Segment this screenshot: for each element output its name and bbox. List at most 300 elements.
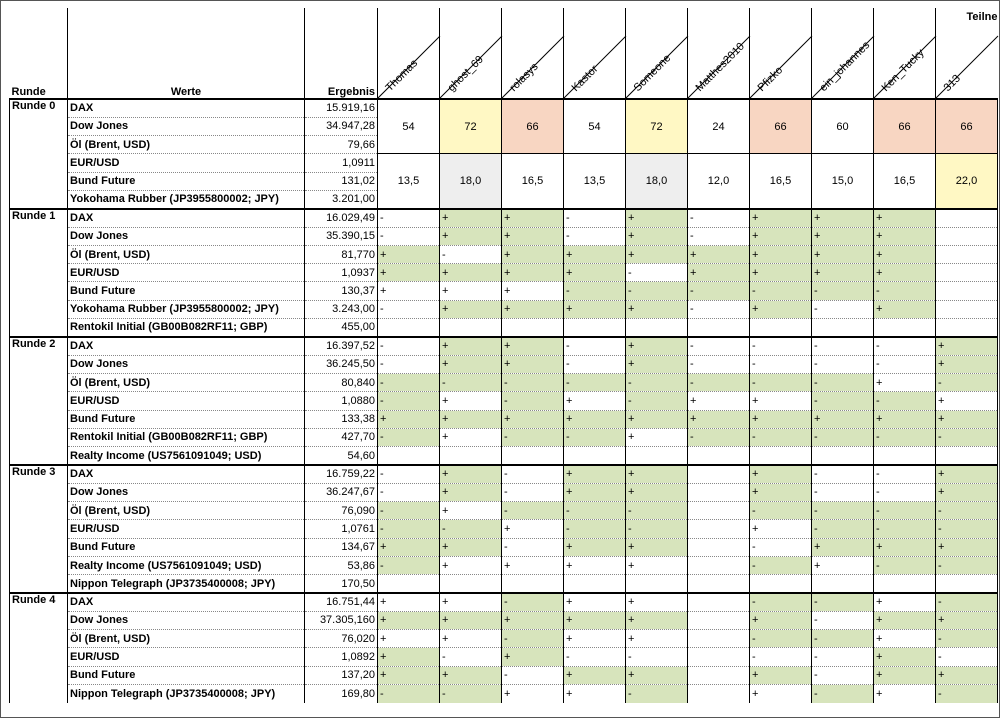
tip-cell[interactable]: [502, 319, 564, 337]
tip-cell[interactable]: +: [378, 593, 440, 611]
round-label[interactable]: Runde 1: [10, 209, 68, 337]
tip-cell[interactable]: -: [874, 355, 936, 373]
tip-cell[interactable]: +: [564, 611, 626, 629]
tip-cell[interactable]: -: [378, 355, 440, 373]
tip-cell[interactable]: [688, 666, 750, 684]
tip-cell[interactable]: [688, 611, 750, 629]
tip-cell[interactable]: +: [564, 630, 626, 648]
tip-cell[interactable]: [750, 447, 812, 465]
tip-cell[interactable]: +: [750, 300, 812, 318]
tip-cell[interactable]: -: [874, 483, 936, 501]
tip-cell[interactable]: -: [750, 648, 812, 666]
tip-cell[interactable]: +: [750, 465, 812, 483]
tip-cell[interactable]: -: [812, 300, 874, 318]
tip-cell[interactable]: -: [936, 685, 998, 703]
ergebnis-cell[interactable]: 15.919,16: [305, 99, 378, 117]
tip-cell[interactable]: -: [626, 282, 688, 300]
tip-cell[interactable]: [688, 685, 750, 703]
ergebnis-cell[interactable]: 53,86: [305, 556, 378, 574]
ergebnis-cell[interactable]: 79,66: [305, 136, 378, 154]
tip-cell[interactable]: [750, 575, 812, 593]
tip-cell[interactable]: -: [502, 483, 564, 501]
werte-cell[interactable]: Yokohama Rubber (JP3955800002; JPY): [68, 300, 305, 318]
ergebnis-cell[interactable]: 80,840: [305, 373, 378, 391]
tip-cell[interactable]: [688, 319, 750, 337]
tip-cell[interactable]: +: [440, 465, 502, 483]
ergebnis-cell[interactable]: 131,02: [305, 172, 378, 190]
ergebnis-cell[interactable]: 1,0892: [305, 648, 378, 666]
tip-cell[interactable]: +: [626, 355, 688, 373]
ergebnis-cell[interactable]: 3.201,00: [305, 190, 378, 208]
tip-cell[interactable]: -: [812, 282, 874, 300]
tip-cell[interactable]: -: [688, 373, 750, 391]
tip-cell[interactable]: [564, 319, 626, 337]
ergebnis-cell[interactable]: 170,50: [305, 575, 378, 593]
tip-cell[interactable]: +: [626, 483, 688, 501]
participant-header[interactable]: [564, 8, 626, 99]
werte-cell[interactable]: DAX: [68, 337, 305, 355]
werte-cell[interactable]: Dow Jones: [68, 117, 305, 135]
tip-cell[interactable]: [688, 447, 750, 465]
tip-cell[interactable]: -: [564, 337, 626, 355]
tip-cell[interactable]: +: [440, 611, 502, 629]
tip-cell[interactable]: -: [502, 502, 564, 520]
tip-cell[interactable]: +: [440, 428, 502, 446]
tip-cell[interactable]: -: [626, 502, 688, 520]
tip-cell[interactable]: [936, 447, 998, 465]
werte-cell[interactable]: DAX: [68, 209, 305, 227]
tip-cell[interactable]: -: [812, 593, 874, 611]
average-cell[interactable]: 16,5: [502, 154, 564, 209]
tip-cell[interactable]: +: [502, 685, 564, 703]
tip-cell[interactable]: -: [812, 520, 874, 538]
tip-cell[interactable]: [378, 447, 440, 465]
tip-cell[interactable]: +: [750, 483, 812, 501]
ergebnis-cell[interactable]: 1,0937: [305, 264, 378, 282]
tip-cell[interactable]: -: [440, 520, 502, 538]
tip-cell[interactable]: [688, 575, 750, 593]
tip-cell[interactable]: -: [564, 355, 626, 373]
average-cell[interactable]: 13,5: [564, 154, 626, 209]
ergebnis-cell[interactable]: 169,80: [305, 685, 378, 703]
tip-cell[interactable]: +: [874, 666, 936, 684]
tip-cell[interactable]: +: [750, 209, 812, 227]
points-cell[interactable]: 24: [688, 99, 750, 154]
werte-cell[interactable]: Dow Jones: [68, 227, 305, 245]
tip-cell[interactable]: -: [874, 392, 936, 410]
points-cell[interactable]: 66: [502, 99, 564, 154]
participant-header[interactable]: [440, 8, 502, 99]
tip-cell[interactable]: -: [378, 556, 440, 574]
tip-cell[interactable]: +: [936, 337, 998, 355]
tip-cell[interactable]: +: [440, 593, 502, 611]
round-label[interactable]: Runde 2: [10, 337, 68, 465]
tip-cell[interactable]: [936, 245, 998, 263]
tip-cell[interactable]: -: [564, 428, 626, 446]
ergebnis-cell[interactable]: 16.397,52: [305, 337, 378, 355]
tip-cell[interactable]: -: [750, 373, 812, 391]
participant-header[interactable]: [812, 8, 874, 99]
tip-cell[interactable]: [440, 575, 502, 593]
tip-cell[interactable]: +: [750, 392, 812, 410]
tip-cell[interactable]: +: [502, 227, 564, 245]
tip-cell[interactable]: -: [812, 611, 874, 629]
tip-cell[interactable]: +: [440, 483, 502, 501]
tip-cell[interactable]: [936, 300, 998, 318]
ergebnis-cell[interactable]: 3.243,00: [305, 300, 378, 318]
tip-cell[interactable]: +: [874, 373, 936, 391]
points-cell[interactable]: 66: [750, 99, 812, 154]
points-cell[interactable]: 72: [440, 99, 502, 154]
average-cell[interactable]: 18,0: [626, 154, 688, 209]
werte-header[interactable]: Werte: [68, 8, 305, 99]
tip-cell[interactable]: [936, 209, 998, 227]
tip-cell[interactable]: +: [812, 410, 874, 428]
participant-header[interactable]: [502, 8, 564, 99]
tip-cell[interactable]: +: [378, 648, 440, 666]
tip-cell[interactable]: [936, 575, 998, 593]
tip-cell[interactable]: +: [502, 611, 564, 629]
tip-cell[interactable]: [688, 483, 750, 501]
tip-cell[interactable]: +: [750, 611, 812, 629]
tip-cell[interactable]: +: [812, 209, 874, 227]
participant-header[interactable]: [378, 8, 440, 99]
tip-cell[interactable]: +: [750, 666, 812, 684]
tip-cell[interactable]: [936, 227, 998, 245]
ergebnis-cell[interactable]: 130,37: [305, 282, 378, 300]
average-cell[interactable]: 22,0: [936, 154, 998, 209]
tip-cell[interactable]: [936, 282, 998, 300]
tip-cell[interactable]: -: [750, 556, 812, 574]
tip-cell[interactable]: [812, 319, 874, 337]
tip-cell[interactable]: -: [688, 209, 750, 227]
tip-cell[interactable]: -: [440, 373, 502, 391]
points-cell[interactable]: 54: [564, 99, 626, 154]
tip-cell[interactable]: +: [564, 264, 626, 282]
tip-cell[interactable]: [812, 447, 874, 465]
ergebnis-cell[interactable]: 37.305,160: [305, 611, 378, 629]
tip-cell[interactable]: -: [564, 373, 626, 391]
tip-cell[interactable]: +: [564, 245, 626, 263]
tip-cell[interactable]: +: [626, 410, 688, 428]
tip-cell[interactable]: +: [688, 245, 750, 263]
tip-cell[interactable]: -: [812, 502, 874, 520]
tip-cell[interactable]: -: [378, 227, 440, 245]
werte-cell[interactable]: Öl (Brent, USD): [68, 630, 305, 648]
tip-cell[interactable]: +: [502, 648, 564, 666]
tip-cell[interactable]: [440, 319, 502, 337]
werte-cell[interactable]: EUR/USD: [68, 648, 305, 666]
ergebnis-cell[interactable]: 137,20: [305, 666, 378, 684]
tip-cell[interactable]: +: [874, 538, 936, 556]
tip-cell[interactable]: +: [936, 410, 998, 428]
points-cell[interactable]: 54: [378, 99, 440, 154]
tip-cell[interactable]: -: [688, 337, 750, 355]
tip-cell[interactable]: [688, 520, 750, 538]
tip-cell[interactable]: [750, 319, 812, 337]
tip-cell[interactable]: -: [750, 337, 812, 355]
tip-cell[interactable]: -: [812, 666, 874, 684]
tip-cell[interactable]: +: [626, 630, 688, 648]
ergebnis-cell[interactable]: 16.759,22: [305, 465, 378, 483]
tip-cell[interactable]: +: [502, 355, 564, 373]
round-label[interactable]: Runde 0: [10, 99, 68, 209]
tip-cell[interactable]: -: [502, 630, 564, 648]
tip-cell[interactable]: +: [564, 556, 626, 574]
ergebnis-cell[interactable]: 76,020: [305, 630, 378, 648]
tip-cell[interactable]: +: [812, 227, 874, 245]
tip-cell[interactable]: -: [564, 209, 626, 227]
tip-cell[interactable]: +: [626, 611, 688, 629]
ergebnis-cell[interactable]: 427,70: [305, 428, 378, 446]
tip-cell[interactable]: -: [378, 337, 440, 355]
tip-cell[interactable]: +: [626, 337, 688, 355]
tip-cell[interactable]: -: [750, 502, 812, 520]
ergebnis-cell[interactable]: 54,60: [305, 447, 378, 465]
tip-cell[interactable]: +: [502, 209, 564, 227]
tip-cell[interactable]: +: [812, 264, 874, 282]
tip-cell[interactable]: +: [502, 520, 564, 538]
average-cell[interactable]: 16,5: [750, 154, 812, 209]
tip-cell[interactable]: [812, 575, 874, 593]
tip-cell[interactable]: -: [378, 685, 440, 703]
tip-cell[interactable]: +: [812, 556, 874, 574]
tip-cell[interactable]: [688, 630, 750, 648]
tip-cell[interactable]: -: [936, 593, 998, 611]
ergebnis-cell[interactable]: 34.947,28: [305, 117, 378, 135]
tip-cell[interactable]: +: [874, 227, 936, 245]
average-cell[interactable]: 15,0: [812, 154, 874, 209]
tip-cell[interactable]: +: [626, 465, 688, 483]
tip-cell[interactable]: +: [378, 245, 440, 263]
werte-cell[interactable]: Öl (Brent, USD): [68, 245, 305, 263]
tip-cell[interactable]: -: [936, 648, 998, 666]
tip-cell[interactable]: [502, 575, 564, 593]
tip-cell[interactable]: -: [874, 465, 936, 483]
tip-cell[interactable]: +: [626, 428, 688, 446]
tip-cell[interactable]: -: [750, 630, 812, 648]
tip-cell[interactable]: +: [936, 483, 998, 501]
tip-cell[interactable]: -: [564, 227, 626, 245]
tip-cell[interactable]: +: [874, 685, 936, 703]
werte-cell[interactable]: Realty Income (US7561091049; USD): [68, 447, 305, 465]
tip-cell[interactable]: [502, 447, 564, 465]
tip-cell[interactable]: -: [688, 282, 750, 300]
tip-cell[interactable]: [688, 538, 750, 556]
tip-cell[interactable]: -: [750, 593, 812, 611]
average-cell[interactable]: 13,5: [378, 154, 440, 209]
tip-cell[interactable]: -: [750, 428, 812, 446]
tip-cell[interactable]: +: [502, 264, 564, 282]
tip-cell[interactable]: +: [378, 264, 440, 282]
tip-cell[interactable]: -: [502, 593, 564, 611]
tip-cell[interactable]: -: [564, 520, 626, 538]
tip-cell[interactable]: [626, 575, 688, 593]
tip-cell[interactable]: +: [564, 685, 626, 703]
tip-cell[interactable]: +: [440, 355, 502, 373]
werte-cell[interactable]: Bund Future: [68, 172, 305, 190]
werte-cell[interactable]: Rentokil Initial (GB00B082RF11; GBP): [68, 428, 305, 446]
tip-cell[interactable]: +: [564, 465, 626, 483]
ergebnis-header[interactable]: Ergebnis: [305, 8, 378, 99]
tip-cell[interactable]: -: [378, 502, 440, 520]
tip-cell[interactable]: -: [626, 685, 688, 703]
tip-cell[interactable]: -: [378, 300, 440, 318]
tip-cell[interactable]: +: [626, 666, 688, 684]
tip-cell[interactable]: +: [812, 538, 874, 556]
tip-cell[interactable]: -: [626, 264, 688, 282]
tip-cell[interactable]: -: [874, 282, 936, 300]
werte-cell[interactable]: DAX: [68, 99, 305, 117]
tip-cell[interactable]: +: [626, 556, 688, 574]
tip-cell[interactable]: -: [378, 373, 440, 391]
participant-header[interactable]: [750, 8, 812, 99]
runde-header[interactable]: Runde: [10, 8, 68, 99]
tip-cell[interactable]: +: [750, 245, 812, 263]
tip-cell[interactable]: +: [874, 300, 936, 318]
ergebnis-cell[interactable]: 36.247,67: [305, 483, 378, 501]
round-label[interactable]: Runde 4: [10, 593, 68, 703]
tip-cell[interactable]: -: [564, 648, 626, 666]
tip-cell[interactable]: +: [688, 392, 750, 410]
tip-cell[interactable]: +: [440, 282, 502, 300]
participant-header[interactable]: [874, 8, 936, 99]
tip-cell[interactable]: +: [564, 483, 626, 501]
tip-cell[interactable]: [378, 319, 440, 337]
points-cell[interactable]: 60: [812, 99, 874, 154]
werte-cell[interactable]: Yokohama Rubber (JP3955800002; JPY): [68, 190, 305, 208]
tip-cell[interactable]: +: [564, 300, 626, 318]
tip-cell[interactable]: +: [874, 410, 936, 428]
tip-cell[interactable]: +: [378, 282, 440, 300]
werte-cell[interactable]: EUR/USD: [68, 154, 305, 172]
participant-header[interactable]: [688, 8, 750, 99]
tip-cell[interactable]: -: [378, 465, 440, 483]
werte-cell[interactable]: DAX: [68, 465, 305, 483]
werte-cell[interactable]: Dow Jones: [68, 611, 305, 629]
tip-cell[interactable]: +: [564, 392, 626, 410]
tip-cell[interactable]: -: [750, 282, 812, 300]
tip-cell[interactable]: +: [564, 666, 626, 684]
ergebnis-cell[interactable]: 1,0911: [305, 154, 378, 172]
tip-cell[interactable]: -: [812, 337, 874, 355]
tip-cell[interactable]: +: [440, 392, 502, 410]
tip-cell[interactable]: -: [750, 538, 812, 556]
tip-cell[interactable]: -: [564, 502, 626, 520]
tip-cell[interactable]: -: [688, 227, 750, 245]
werte-cell[interactable]: Öl (Brent, USD): [68, 502, 305, 520]
points-cell[interactable]: 72: [626, 99, 688, 154]
ergebnis-cell[interactable]: 76,090: [305, 502, 378, 520]
tip-cell[interactable]: +: [502, 282, 564, 300]
tip-cell[interactable]: -: [378, 520, 440, 538]
tip-cell[interactable]: +: [750, 685, 812, 703]
tip-cell[interactable]: +: [874, 593, 936, 611]
tip-cell[interactable]: -: [502, 666, 564, 684]
tip-cell[interactable]: +: [936, 465, 998, 483]
tip-cell[interactable]: +: [626, 300, 688, 318]
tip-cell[interactable]: +: [750, 520, 812, 538]
average-cell[interactable]: 12,0: [688, 154, 750, 209]
tip-cell[interactable]: -: [564, 282, 626, 300]
tip-cell[interactable]: +: [936, 611, 998, 629]
tip-cell[interactable]: -: [874, 520, 936, 538]
tip-cell[interactable]: +: [936, 392, 998, 410]
tip-cell[interactable]: +: [936, 666, 998, 684]
tip-cell[interactable]: +: [440, 630, 502, 648]
tip-cell[interactable]: +: [750, 264, 812, 282]
tip-cell[interactable]: +: [688, 264, 750, 282]
tip-cell[interactable]: +: [440, 410, 502, 428]
ergebnis-cell[interactable]: 1,0761: [305, 520, 378, 538]
tip-cell[interactable]: +: [564, 593, 626, 611]
tip-cell[interactable]: -: [440, 245, 502, 263]
werte-cell[interactable]: Bund Future: [68, 538, 305, 556]
tip-cell[interactable]: -: [812, 648, 874, 666]
tip-cell[interactable]: [874, 447, 936, 465]
ergebnis-cell[interactable]: 36.245,50: [305, 355, 378, 373]
werte-cell[interactable]: Rentokil Initial (GB00B082RF11; GBP): [68, 319, 305, 337]
tip-cell[interactable]: +: [440, 666, 502, 684]
ergebnis-cell[interactable]: 16.029,49: [305, 209, 378, 227]
tip-cell[interactable]: -: [812, 428, 874, 446]
participant-header[interactable]: [936, 8, 998, 99]
tip-cell[interactable]: -: [378, 209, 440, 227]
ergebnis-cell[interactable]: 35.390,15: [305, 227, 378, 245]
tip-cell[interactable]: +: [874, 630, 936, 648]
tip-cell[interactable]: -: [874, 428, 936, 446]
tip-cell[interactable]: -: [378, 392, 440, 410]
ergebnis-cell[interactable]: 16.751,44: [305, 593, 378, 611]
tip-cell[interactable]: +: [440, 337, 502, 355]
tip-cell[interactable]: [626, 319, 688, 337]
tip-cell[interactable]: +: [626, 593, 688, 611]
tip-cell[interactable]: +: [502, 410, 564, 428]
tip-cell[interactable]: -: [440, 685, 502, 703]
tip-cell[interactable]: -: [688, 300, 750, 318]
tip-cell[interactable]: +: [626, 227, 688, 245]
tip-cell[interactable]: +: [378, 666, 440, 684]
round-label[interactable]: Runde 3: [10, 465, 68, 593]
tip-cell[interactable]: +: [440, 502, 502, 520]
tip-cell[interactable]: [688, 502, 750, 520]
tip-cell[interactable]: +: [440, 227, 502, 245]
tip-cell[interactable]: +: [626, 209, 688, 227]
tip-cell[interactable]: +: [440, 264, 502, 282]
tip-cell[interactable]: -: [502, 538, 564, 556]
werte-cell[interactable]: Öl (Brent, USD): [68, 136, 305, 154]
tip-cell[interactable]: [564, 575, 626, 593]
tip-cell[interactable]: +: [440, 209, 502, 227]
ergebnis-cell[interactable]: 134,67: [305, 538, 378, 556]
tip-cell[interactable]: +: [874, 245, 936, 263]
tip-cell[interactable]: -: [440, 648, 502, 666]
ergebnis-cell[interactable]: 455,00: [305, 319, 378, 337]
tip-cell[interactable]: -: [936, 630, 998, 648]
werte-cell[interactable]: Nippon Telegraph (JP3735400008; JPY): [68, 575, 305, 593]
tip-cell[interactable]: +: [502, 337, 564, 355]
tip-cell[interactable]: -: [378, 483, 440, 501]
tip-cell[interactable]: -: [750, 355, 812, 373]
tip-cell[interactable]: [688, 593, 750, 611]
tip-cell[interactable]: -: [502, 428, 564, 446]
tip-cell[interactable]: -: [688, 355, 750, 373]
tip-cell[interactable]: +: [688, 410, 750, 428]
tip-cell[interactable]: -: [626, 648, 688, 666]
tip-cell[interactable]: -: [502, 392, 564, 410]
werte-cell[interactable]: Dow Jones: [68, 355, 305, 373]
tip-cell[interactable]: -: [812, 392, 874, 410]
